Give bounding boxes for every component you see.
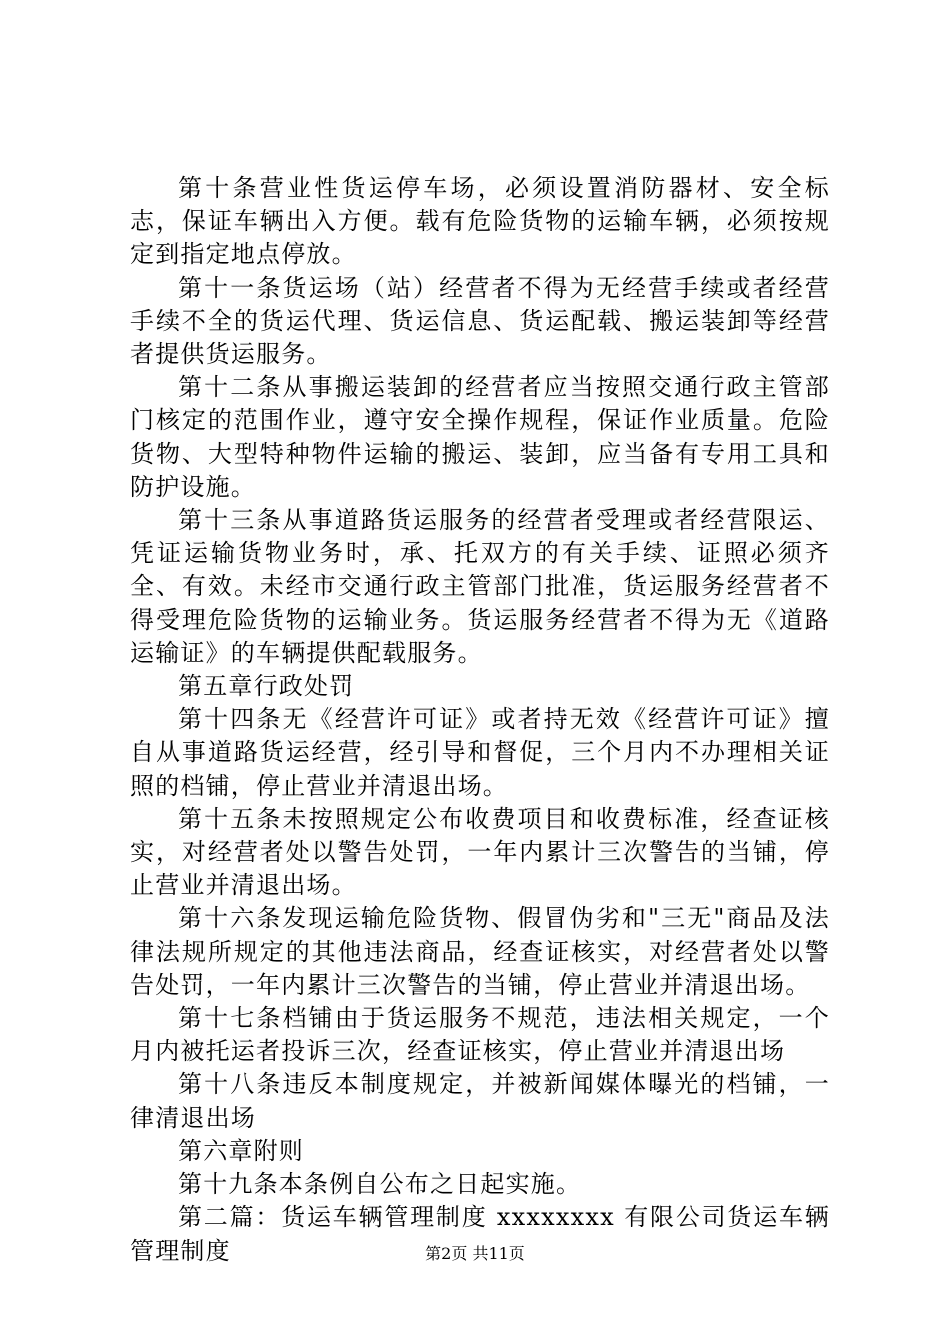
part-2-title: 第二篇：货运车辆管理制度 xxxxxxxx 有限公司货运车辆管理制度 xyxy=(130,1203,830,1265)
article-11: 第十一条货运场（站）经营者不得为无经营手续或者经营手续不全的货运代理、货运信息、货运配载、搬运装卸等经营者提供货运服务。 xyxy=(130,273,830,369)
article-16: 第十六条发现运输危险货物、假冒伪劣和"三无"商品及法律法规所规定的其他违法商品，经查证核实，对经营者处以警告处罚，一年内累计三次警告的当铺，停止营业并清退出场。 xyxy=(130,904,830,999)
chapter-5-heading: 第五章行政处罚 xyxy=(178,672,355,701)
article-10: 第十条营业性货运停车场，必须设置消防器材、安全标志，保证车辆出入方便。载有危险货物的运输车辆，必须按规定到指定地点停放。 xyxy=(130,174,830,269)
article-14: 第十四条无《经营许可证》或者持无效《经营许可证》擅自从事道路货运经营，经引导和督促，三个月内不办理相关证照的档铺，停止营业并清退出场。 xyxy=(130,705,830,800)
document-body xyxy=(130,172,830,1268)
article-15: 第十五条未按照规定公布收费项目和收费标准，经查证核实，对经营者处以警告处罚，一年内累计三次警告的当铺，停止营业并清退出场。 xyxy=(130,804,830,900)
article-12: 第十二条从事搬运装卸的经营者应当按照交通行政主管部门核定的范围作业，遵守安全操作规程，保证作业质量。危险货物、大型特种物件运输的搬运、装卸，应当备有专用工具和防护设施。 xyxy=(130,373,830,501)
article-18: 第十八条违反本制度规定，并被新闻媒体曝光的档铺，一律清退出场 xyxy=(130,1070,830,1132)
article-13: 第十三条从事道路货运服务的经营者受理或者经营限运、凭证运输货物业务时，承、托双方的有关手续、证照必须齐全、有效。未经市交通行政主管部门批准，货运服务经营者不得受理危险货物的运输业务。货运服务经营者不得为无《道路运输证》的车辆提供配载服务。 xyxy=(130,506,830,667)
article-19: 第十九条本条例自公布之日起实施。 xyxy=(178,1170,582,1199)
article-17: 第十七条档铺由于货运服务不规范，违法相关规定，一个月内被托运者投诉三次，经查证核实，停止营业并清退出场 xyxy=(130,1004,830,1066)
chapter-6-heading: 第六章附则 xyxy=(178,1136,304,1165)
page-number: 第2页 共11页 xyxy=(425,1244,525,1263)
